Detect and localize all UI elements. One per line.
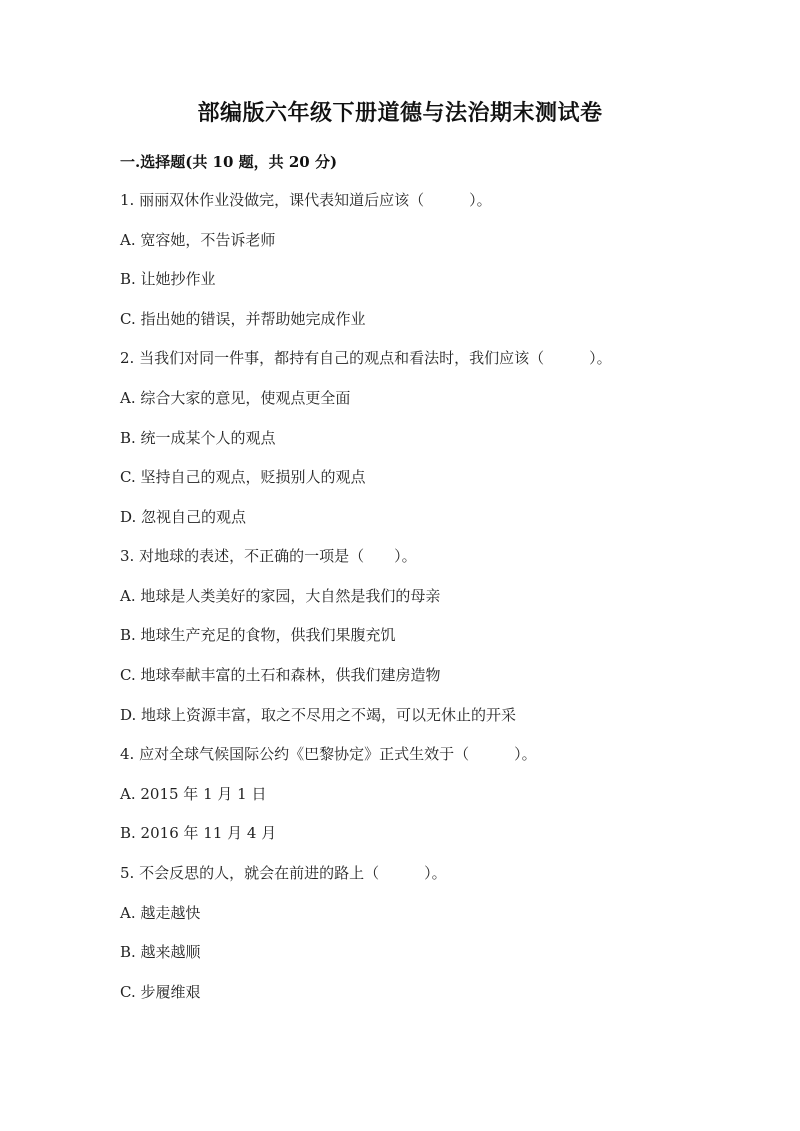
question-5-stem: 5. 不会反思的人，就会在前进的路上（ ）。 <box>120 864 447 882</box>
question-3-option-c: C. 地球奉献丰富的土石和森林，供我们建房造物 <box>120 666 441 684</box>
question-2-option-a: A. 综合大家的意见，使观点更全面 <box>120 389 351 407</box>
question-3-option-b: B. 地球生产充足的食物，供我们果腹充饥 <box>120 626 396 644</box>
question-2-stem: 2. 当我们对同一件事，都持有自己的观点和看法时，我们应该（ ）。 <box>120 349 612 367</box>
question-5-option-c: C. 步履维艰 <box>120 983 201 1001</box>
question-4-option-b: B. 2016 年 11 月 4 月 <box>120 824 277 842</box>
question-3-option-a: A. 地球是人类美好的家园，大自然是我们的母亲 <box>120 587 441 605</box>
question-1-stem: 1. 丽丽双休作业没做完，课代表知道后应该（ ）。 <box>120 191 492 209</box>
page-title: 部编版六年级下册道德与法治期末测试卷 <box>197 100 603 126</box>
question-5-option-b: B. 越来越顺 <box>120 943 201 961</box>
question-4-stem: 4. 应对全球气候国际公约《巴黎协定》正式生效于（ ）。 <box>120 745 537 763</box>
question-3-option-d: D. 地球上资源丰富，取之不尽用之不竭，可以无休止的开采 <box>120 706 517 724</box>
question-1-option-c: C. 指出她的错误，并帮助她完成作业 <box>120 310 366 328</box>
question-2-option-c: C. 坚持自己的观点，贬损别人的观点 <box>120 468 366 486</box>
question-2-option-b: B. 统一成某个人的观点 <box>120 429 276 447</box>
question-3-stem: 3. 对地球的表述，不正确的一项是（ ）。 <box>120 547 417 565</box>
question-2-option-d: D. 忽视自己的观点 <box>120 508 247 526</box>
question-5-option-a: A. 越走越快 <box>120 904 201 922</box>
question-1-option-a: A. 宽容她，不告诉老师 <box>120 231 276 249</box>
question-1-option-b: B. 让她抄作业 <box>120 270 216 288</box>
question-4-option-a: A. 2015 年 1 月 1 日 <box>120 785 267 803</box>
section-heading: 一.选择题(共 10 题，共 20 分) <box>120 153 338 171</box>
